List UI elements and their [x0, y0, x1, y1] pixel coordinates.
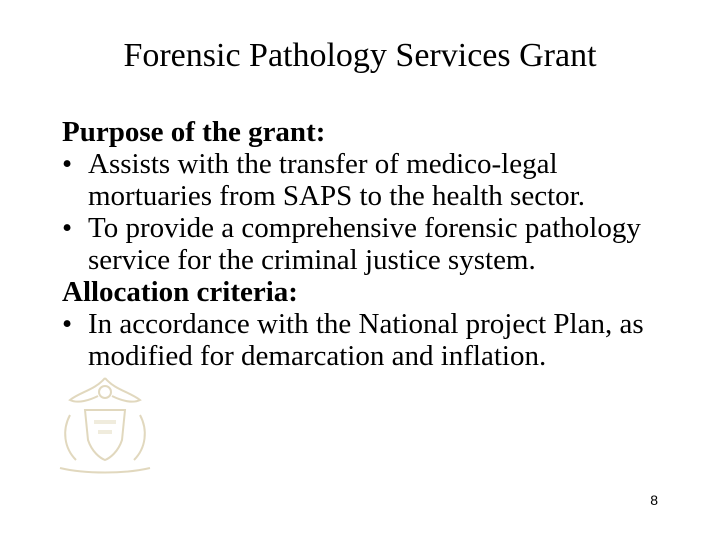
bullet-text: Assists with the transfer of medico-legal mortuaries from SAPS to the health sector. — [88, 148, 585, 212]
bullet-text: To provide a comprehensive forensic pathology service for the criminal justice system. — [88, 212, 641, 276]
bullet-item — [62, 148, 662, 212]
bullet-text: In accordance with the National project Plan, as modified for demarcation and inflation. — [88, 308, 644, 372]
slide-body — [62, 116, 662, 372]
bullet-item — [62, 308, 662, 372]
coat-of-arms-watermark — [40, 370, 170, 480]
bullet-item — [62, 212, 662, 276]
bullet-glyph: • — [62, 308, 73, 340]
section-heading-allocation: Allocation criteria: — [62, 276, 298, 308]
page-number: 8 — [650, 492, 658, 508]
bullet-glyph: • — [62, 212, 73, 244]
slide-title: Forensic Pathology Services Grant — [123, 37, 597, 74]
bullet-glyph: • — [62, 148, 73, 180]
section-heading-purpose: Purpose of the grant: — [62, 116, 326, 148]
